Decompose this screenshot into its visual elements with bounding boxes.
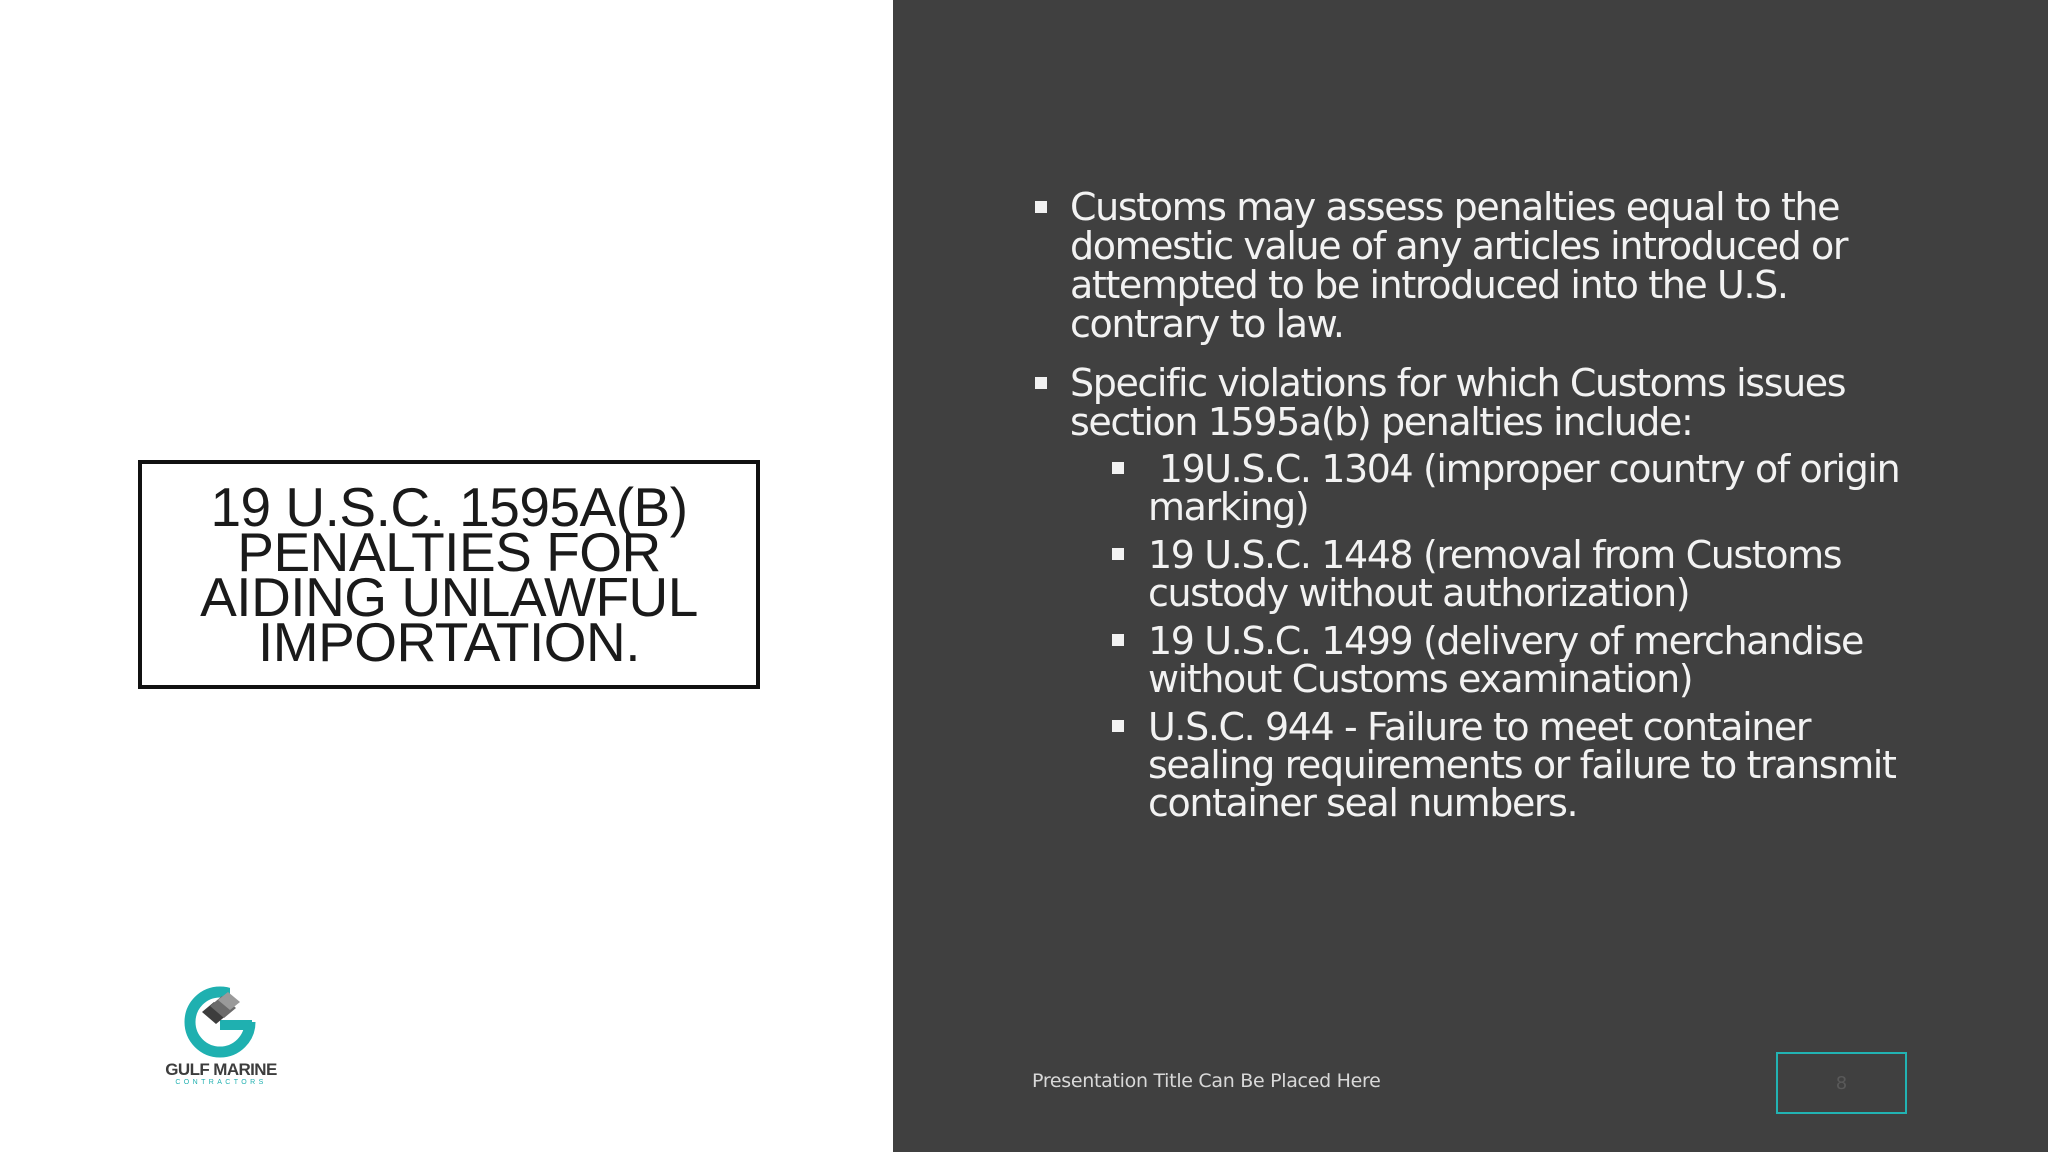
content-area bbox=[1035, 185, 1915, 842]
company-logo bbox=[158, 984, 284, 1088]
sub-bullet-item: 19 U.S.C. 1448 (removal from Customs custody without authorization) bbox=[1112, 536, 1915, 612]
slide-title: 19 U.S.C. 1595A(B) PENALTIES FOR AIDING UNLAWFUL IMPORTATION. bbox=[200, 475, 698, 673]
title-box bbox=[138, 460, 760, 689]
bullet-text: Customs may assess penalties equal to the domestic value of any articles introduced or attempted to be introduced into the U.S. contrary to law. bbox=[1070, 185, 1848, 346]
left-panel bbox=[0, 0, 893, 1152]
bullet-item bbox=[1035, 361, 1915, 825]
logo-subtitle: CONTRACTORS bbox=[175, 1079, 267, 1086]
page-number-box bbox=[1776, 1052, 1907, 1114]
bullet-item bbox=[1035, 185, 1915, 346]
gulf-marine-logo-icon bbox=[158, 984, 284, 1060]
sub-bullet-list bbox=[1112, 447, 1915, 825]
sub-bullet-item: U.S.C. 944 - Failure to meet container sealing requirements or failure to transmit container seal numbers. bbox=[1112, 708, 1915, 822]
logo-name: GULF MARINE bbox=[165, 1060, 277, 1079]
bullet-text: Specific violations for which Customs issues section 1595a(b) penalties include: bbox=[1070, 361, 1846, 444]
footer-presentation-title: Presentation Title Can Be Placed Here bbox=[1032, 1070, 1381, 1092]
page-number: 8 bbox=[1835, 1072, 1848, 1094]
bullet-list bbox=[1035, 185, 1915, 825]
sub-bullet-item: 19 U.S.C. 1499 (delivery of merchandise without Customs examination) bbox=[1112, 622, 1915, 698]
sub-bullet-item: 19U.S.C. 1304 (improper country of origin marking) bbox=[1112, 450, 1915, 526]
